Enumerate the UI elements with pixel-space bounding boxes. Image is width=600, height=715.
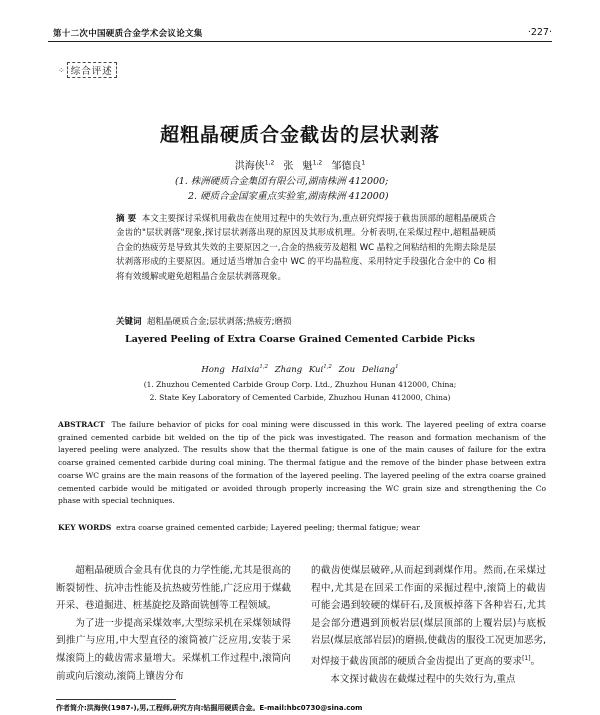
section-tag-label: 综合评述 xyxy=(67,62,117,78)
body-column-left xyxy=(56,562,291,685)
author-name: 张 魁 xyxy=(283,161,313,172)
authors-en xyxy=(0,364,600,375)
author-name-en: Zou Deliang xyxy=(338,364,396,375)
affiliation-zh-1: (1. 株洲硬质合金集团有限公司,湖南株洲 412000; xyxy=(175,176,389,187)
affiliation-zh-2: 2. 硬质合金国家重点实验室,湖南株洲 412000) xyxy=(188,191,389,202)
body-text: 的截齿使煤层破碎,从而起到剥煤作用。然而,在采煤过程中,尤其是在回采工作面的采掘过程中,滚筒上的截齿可能会遇到较硬的煤矸石,及顶板掉落下各种岩石,尤其是会部分遭遇到顶板岩层(煤层顶部的上覆岩层)与底板岩层(煤层底部岩层)的磨损,使截齿的服役工况更加恶劣,对焊接于截齿顶部的硬质合金齿提出了更高的要求 xyxy=(311,565,546,668)
author-sup: 1,2 xyxy=(264,159,275,167)
paper-title-zh: 超粗晶硬质合金截齿的层状剥落 xyxy=(159,124,440,146)
author-sup: 1,2 xyxy=(323,364,332,370)
keywords-en-label: KEY WORDS xyxy=(58,523,112,532)
keywords-en xyxy=(58,523,546,532)
body-paragraph: 本文探讨截齿在截煤过程中的失效行为,重点 xyxy=(330,673,516,685)
author-sup: 1 xyxy=(361,159,366,167)
paper-title-en: Layered Peeling of Extra Coarse Grained Cemented Carbide Picks xyxy=(125,334,475,345)
author-name-en: Zhang Kui xyxy=(274,364,324,375)
author-sup: 1,2 xyxy=(259,364,269,370)
page-number: ·227· xyxy=(527,27,552,38)
keywords-zh xyxy=(116,315,496,327)
author-sup: 1,2 xyxy=(312,159,323,167)
body-text: 。 xyxy=(530,656,541,668)
abstract-en-text: The failure behavior of picks for coal mining were discussed in this work. The layered peeling of extra coarse grained cemented carbide bit welded on the tip of the pick was investigated. The reason and formation mechanism of the layered peeling were analyzed. The results show that the thermal fatigue is one of the main causes of failure for the extra coarse grained cemented carbide during coal mining. The thermal fatigue and the remove of the binder phase between extra coarse WC grains are the main reasons of the formation of the layered peeling. The layered peeling of the extra coarse grained cemented carbide would be mitigated or avoided through properly increasing the WC grain size and strengthening the Co phase with special techniques. xyxy=(58,420,546,506)
abstract-en xyxy=(58,419,546,508)
abstract-zh-text: 本文主要探讨采煤机用截齿在使用过程中的失效行为,重点研究焊接于截齿顶部的超粗晶硬质合金齿的"层状剥落"现象,探讨层状剥落出现的原因及其形成机理。分析表明,在采煤过程中,超粗晶硬质合金的热疲劳是导致其失效的主要原因之一,合金的热疲劳及超粗 WC 晶粒之间粘结相的先期去除是层状剥落形成的主要原因。通过适当增加合金中 WC 的平均晶粒度、采用特定手段强化合金中的 Co 相将有效缓解或避免超粗晶合金层状剥落现象。 xyxy=(116,214,496,282)
affiliation-en-2: 2. State Key Laboratory of Cemented Carbide, Zhuzhou Hunan 412000, China) xyxy=(149,393,451,402)
author-name: 邹德良 xyxy=(331,161,362,172)
citation-ref: [1] xyxy=(522,654,531,662)
body-paragraph: 超粗晶硬质合金具有优良的力学性能,尤其是很高的断裂韧性、抗冲击性能及抗热疲劳性能,广泛应用于煤截开采、巷道掘进、桩基旋挖及路面铣刨等工程领域。 xyxy=(56,565,291,612)
keywords-en-text: extra coarse grained cemented carbide; Layered peeling; thermal fatigue; wear xyxy=(116,523,420,532)
header-rule xyxy=(48,41,552,42)
body-column-right xyxy=(311,562,546,688)
authors-zh xyxy=(0,157,600,172)
section-tag xyxy=(58,62,117,78)
author-sup: 1 xyxy=(395,364,399,370)
abstract-en-label: ABSTRACT xyxy=(58,420,105,429)
section-tag-dots-icon: ⁘ xyxy=(58,65,65,75)
keywords-zh-label: 关键词 xyxy=(116,317,142,327)
author-name-en: Hong Haixia xyxy=(201,364,260,375)
author-footnote: 作者简介:洪海侠(1987-),男,工程师,研究方向:钻掘用硬质合金。E-mail:hbc0730@sina.com xyxy=(56,704,363,712)
abstract-zh-label: 摘 要 xyxy=(116,214,137,224)
keywords-zh-text: 超粗晶硬质合金;层状剥落;热疲劳;磨损 xyxy=(146,317,292,327)
running-header-left: 第十二次中国硬质合金学术会议论文集 xyxy=(53,29,203,39)
affiliation-en-1: (1. Zhuzhou Cemented Carbide Group Corp. Ltd., Zhuzhou Hunan 412000, China; xyxy=(143,380,457,389)
abstract-zh xyxy=(116,212,496,284)
body-paragraph xyxy=(311,562,546,671)
body-paragraph: 为了进一步提高采煤效率,大型综采机在采煤领域得到推广与应用,中大型直径的滚筒被广泛应用,安装于采煤滚筒上的截齿需求量增大。采煤机工作过程中,滚筒向前或向后滚动,滚筒上镶齿分布 xyxy=(56,617,291,682)
author-name: 洪海侠 xyxy=(234,161,265,172)
footnote-rule xyxy=(56,699,176,700)
